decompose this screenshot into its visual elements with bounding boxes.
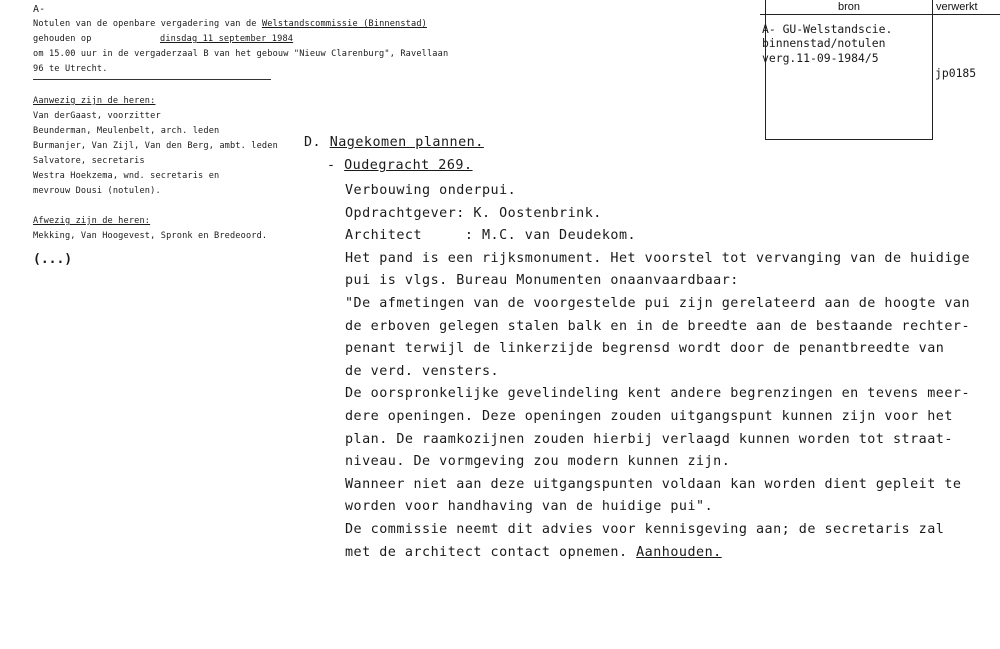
absent-heading: Afwezig zijn de heren:	[33, 216, 151, 226]
table-border-left	[765, 0, 766, 140]
table-header-rule	[760, 14, 1000, 15]
archive-stamp-table	[760, 0, 1000, 140]
source-reference	[762, 22, 892, 65]
body-line: De oorspronkelijke gevelindeling kent andere begrenzingen en tevens meer-	[345, 386, 971, 402]
body-line: de verd. vensters.	[345, 363, 500, 379]
body-line: Het pand is een rijksmonument. Het voorstel tot vervanging van de huidige	[345, 250, 971, 266]
held-on-label: gehouden op	[33, 34, 92, 44]
attendee-line: Burmanjer, Van Zijl, Van den Berg, ambt. leden	[33, 141, 278, 151]
item-body	[345, 180, 970, 564]
body-line: plan. De raamkozijnen zouden hierbij verlaagd kunnen worden tot straat-	[345, 431, 953, 447]
header-underline-rule	[33, 79, 271, 80]
body-line: de erboven gelegen stalen balk en in de breedte aan de bestaande rechter-	[345, 318, 971, 334]
meeting-date: dinsdag 11 september 1984	[160, 34, 294, 44]
document-code: A-	[33, 4, 46, 15]
committee-name: Welstandscommissie (Binnenstad)	[261, 19, 427, 29]
minutes-title-prefix: Notulen van de openbare vergadering van de	[33, 19, 262, 29]
section-heading	[304, 135, 484, 150]
body-line: niveau. De vormgeving zou modern kunnen zijn.	[345, 454, 731, 470]
body-line: Verbouwing onderpui.	[345, 183, 517, 198]
meeting-location-line: 96 te Utrecht.	[33, 64, 108, 74]
table-bottom-rule	[765, 139, 933, 140]
body-line: Architect : M.C. van Deudekom.	[345, 228, 637, 244]
section-title: Nagekomen plannen.	[329, 135, 484, 150]
section-letter: D.	[304, 135, 330, 150]
body-line: dere openingen. Deze openingen zouden uitgangspunt kunnen zijn voor het	[345, 408, 953, 424]
attendee-line: Westra Hoekzema, wnd. secretaris en	[33, 171, 220, 181]
table-column-divider	[932, 0, 933, 140]
body-line: pui is vlgs. Bureau Monumenten onaanvaardbaar:	[345, 273, 739, 289]
column-header-verwerkt: verwerkt	[936, 1, 978, 13]
item-title: Oudegracht 269.	[344, 158, 473, 173]
source-line: verg.11-09-1984/5	[762, 50, 879, 65]
source-line: binnenstad/notulen	[762, 36, 886, 51]
body-line: worden voor handhaving van de huidige pui".	[345, 499, 714, 515]
present-heading: Aanwezig zijn de heren:	[33, 96, 156, 106]
source-line: A- GU-Welstandscie.	[762, 22, 893, 36]
absentee-line: Mekking, Van Hoogevest, Spronk en Bredeoord.	[33, 231, 268, 241]
body-line: Opdrachtgever: K. Oostenbrink.	[345, 205, 602, 221]
body-line-decision	[345, 542, 970, 565]
decision-text: Aanhouden.	[636, 544, 722, 560]
attendee-line: Salvatore, secretaris	[33, 156, 145, 166]
body-line: De commissie neemt dit advies voor kennisgeving aan; de secretaris zal	[345, 521, 945, 537]
column-header-bron: bron	[838, 1, 861, 13]
item-heading	[327, 158, 473, 173]
body-line: "De afmetingen van de voorgestelde pui zijn gerelateerd aan de hoogte van	[345, 295, 971, 311]
item-dash: -	[327, 158, 345, 173]
body-line: penant terwijl de linkerzijde begrensd wordt door de penantbreedte van	[345, 341, 945, 357]
attendee-line: mevrouw Dousi (notulen).	[33, 186, 161, 196]
decision-prefix: met de architect contact opnemen.	[345, 544, 637, 560]
attendee-line: Van derGaast, voorzitter	[33, 111, 161, 121]
processed-code: jp0185	[935, 66, 977, 80]
omission-marker: (...)	[33, 252, 73, 267]
attendee-line: Beunderman, Meulenbelt, arch. leden	[33, 126, 220, 136]
meeting-location-line: om 15.00 uur in de vergaderzaal B van het gebouw "Nieuw Clarenburg", Ravellaan	[33, 49, 449, 59]
minutes-title-line	[33, 19, 427, 29]
body-line: Wanneer niet aan deze uitgangspunten voldaan kan worden dient gepleit te	[345, 476, 962, 492]
